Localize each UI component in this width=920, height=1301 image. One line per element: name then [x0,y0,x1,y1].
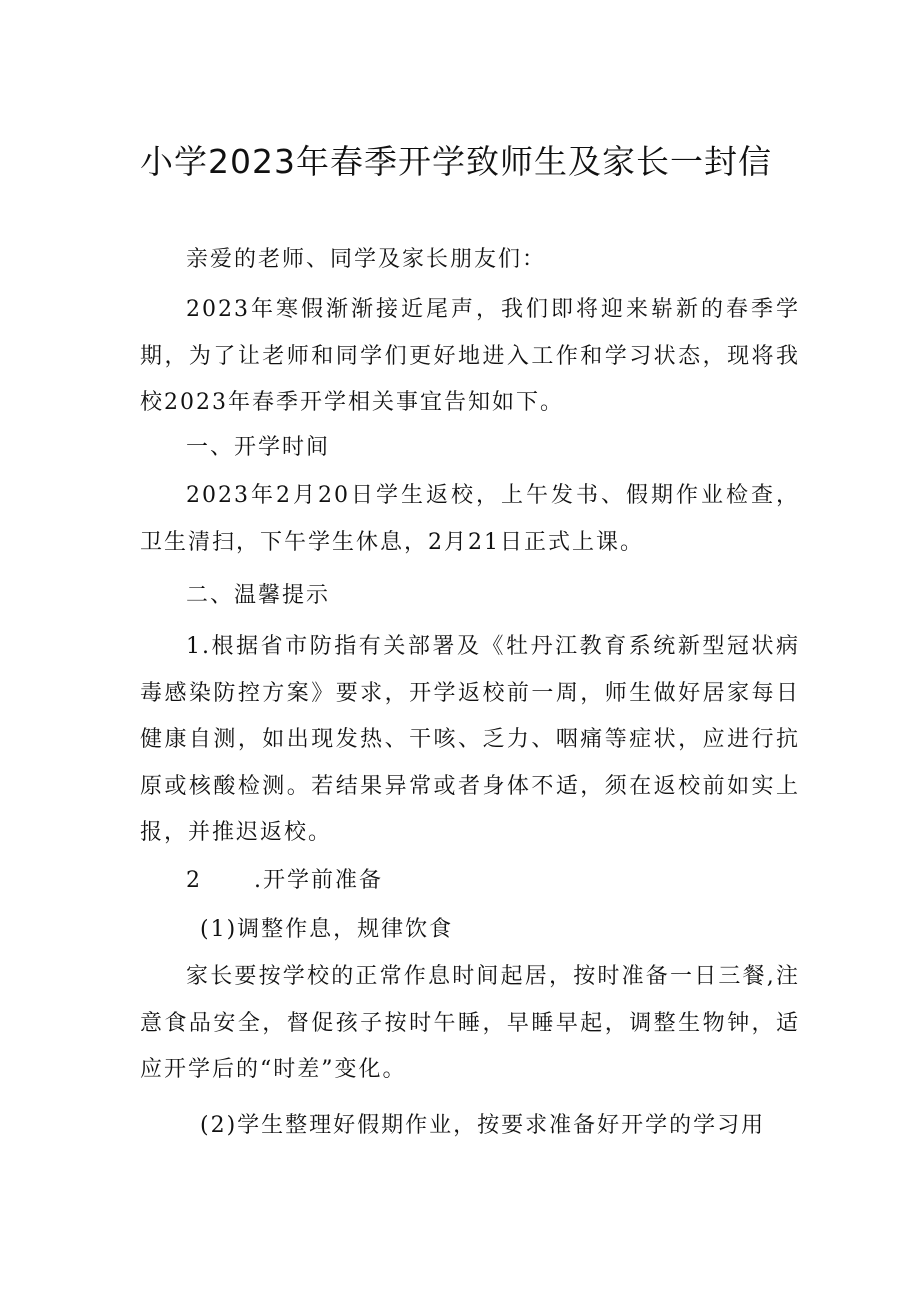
sub-item-2: (2)学生整理好假期作业，按要求准备好开学的学习用 [200,1113,766,1138]
tip-item-2 [140,858,800,905]
section-heading-time: 一、开学时间 [186,435,331,460]
intro-paragraph: 2023年寒假渐渐接近尾声，我们即将迎来崭新的春季学期，为了让老师和同学们更好地进入工作和学习状态，现将我校2023年春季开学相关事宜告知如下。 [140,297,800,415]
document-title: 小学2023年春季开学致师生及家长一封信 [140,142,772,181]
sub-item-1: (1)调整作息，规律饮食 [200,917,454,942]
section-heading-tips: 二、温馨提示 [186,583,331,608]
section-text-time: 2023年2月20日学生返校，上午发书、假期作业检查，卫生清扫，下午学生休息，2月21日正式上课。 [140,483,800,555]
tip-item-2-label: .开学前准备 [254,868,383,893]
greeting-paragraph: 亲爱的老师、同学及家长朋友们： [186,247,547,272]
tip-item-2-number: 2 [186,868,202,893]
parents-paragraph: 家长要按学校的正常作息时间起居，按时准备一日三餐,注意食品安全，督促孩子按时午睡，早睡早起，调整生物钟，适应开学后的“时差”变化。 [140,964,800,1082]
tip-item-1: 1.根据省市防指有关部署及《牡丹江教育系统新型冠状病毒感染防控方案》要求，开学返校前一周，师生做好居家每日健康自测，如出现发热、干咳、乏力、咽痛等症状，应进行抗原或核酸检测。若结果异常或者身体不适，须在返校前如实上报，并推迟返校。 [140,634,800,845]
